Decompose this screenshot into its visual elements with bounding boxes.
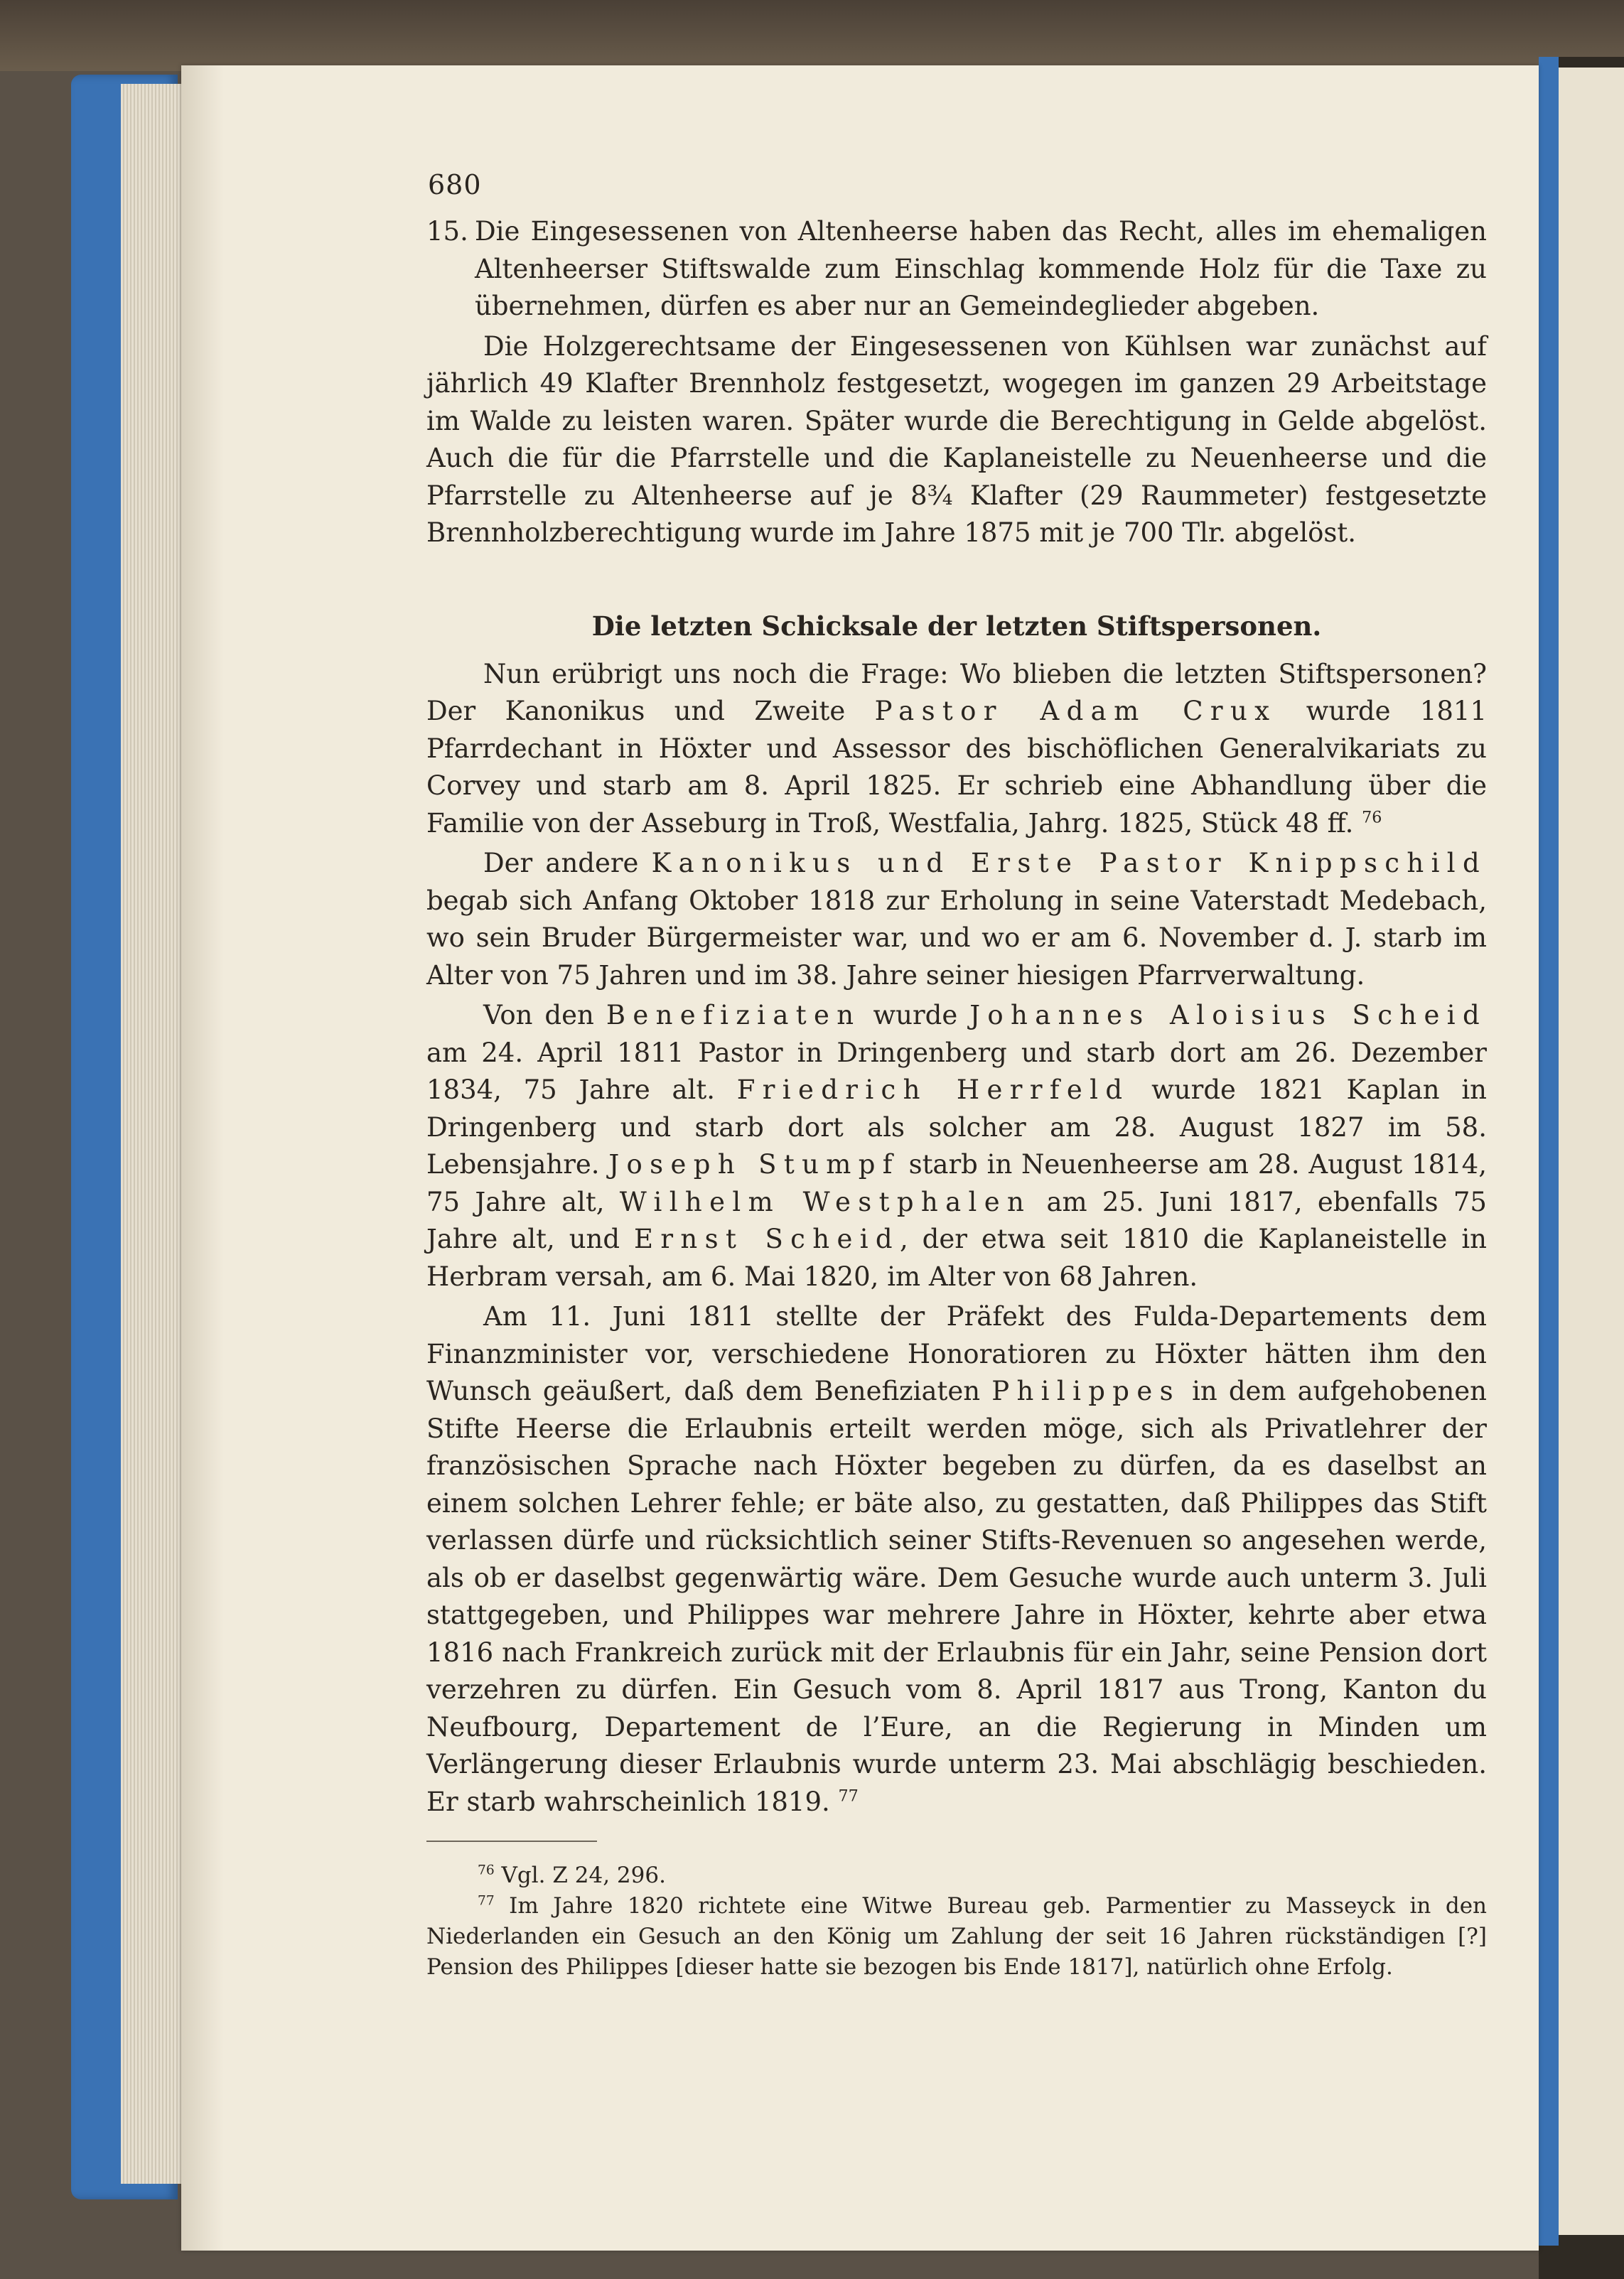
text-run: begab sich Anfang Oktober 1818 zur Erholung in seine Vaterstadt Medebach, wo sein Bruder Bürgermeister war, und wo er am 6. November d. J. starb im Alter von 75 Jahren und im 38. Jahre seiner hiesigen Pfarrverwaltung. xyxy=(426,885,1487,991)
text-run: Von den xyxy=(483,1000,606,1030)
paragraph-knippschild xyxy=(426,845,1487,994)
person-name: Friedrich Herrfeld xyxy=(736,1074,1130,1105)
section-heading: Die letzten Schicksale der letzten Stiftspersonen. xyxy=(591,610,1322,642)
paragraph-15-text: Die Eingesessenen von Altenheerse haben das Recht, alles im ehemaligen Altenheerser Stiftswalde zum Einschlag kommende Holz für die Taxe zu übernehmen, dürfen es aber nur an Gemeindeglieder abgeben. xyxy=(475,216,1487,321)
paragraph-15 xyxy=(426,213,1487,325)
page-gutter-shadow xyxy=(181,65,224,2251)
text-run: Nun erübrigt uns noch die Frage: Wo blieben die letzten Stiftspersonen? Der Kanonikus und Zweite xyxy=(426,658,1487,726)
paragraph-benefiziaten xyxy=(426,997,1487,1295)
paragraph-number: 15. xyxy=(426,216,468,247)
person-name: Wilhelm Westphalen xyxy=(619,1186,1032,1217)
background-top xyxy=(0,0,1624,71)
person-name: Ernst Scheid xyxy=(633,1224,900,1254)
paragraph-crux xyxy=(426,656,1487,843)
text-run: , der etwa seit 1810 die Kaplaneistelle in Herbram versah, am 6. Mai 1820, im Alter von 68 Jahren. xyxy=(426,1224,1487,1292)
person-name: Johannes Aloisius Scheid xyxy=(969,1000,1487,1030)
text-run: starb in Neuenheerse am 28. August 1814, 75 Jahre alt, xyxy=(426,1149,1487,1217)
text-run: wurde 1811 Pfarrdechant in Höxter und Assessor des bischöflichen Generalvikariats zu Corvey und starb am 8. April 1825. Er schrieb eine Abhandlung über die Familie von der Asseburg in Troß, Westfalia, Jahrg. 1825, Stück 48 ff. xyxy=(426,696,1487,839)
footnote-mark: 77 xyxy=(478,1893,495,1909)
text-run: am 24. April 1811 Pastor in Dringenberg und starb dort am 26. Dezember 1834, 75 Jahre alt. xyxy=(426,1037,1487,1105)
footnote-text: Im Jahre 1820 richtete eine Witwe Bureau geb. Parmentier zu Masseyck in den Niederlanden ein Gesuch an den König um Zahlung der seit 16 Jahren rückständigen [?] Pension des Philippes [dieser hatte sie bezogen bis Ende 1817], natürlich ohne Erfolg. xyxy=(426,1893,1488,1980)
footnote-77 xyxy=(426,1891,1487,1983)
page-text xyxy=(426,213,1487,1983)
facing-page-stack xyxy=(1559,68,1624,2235)
paragraph-holzgerechtsame: Die Holzgerechtsame der Eingesessenen von Kühlsen war zunächst auf jährlich 49 Klafter Brennholz festgesetzt, wogegen im ganzen 29 Arbeitstage im Walde zu leisten waren. Später wurde die Berechtigung in Gelde abgelöst. Auch die für die Pfarrstelle und die Kaplaneistelle zu Neuenheerse und die Pfarrstelle zu Altenheerse auf je 8¾ Klafter (29 Raummeter) festgesetzte Brennholzberechtigung wurde im Jahre 1875 mit je 700 Tlr. abgelöst. xyxy=(426,330,1487,548)
paragraph-philippes xyxy=(426,1298,1487,1821)
text-run: wurde 1821 Kaplan in Dringenberg und starb dort als solcher am 28. August 1827 im 58. Lebensjahre. xyxy=(426,1074,1488,1180)
footnote-ref-77[interactable]: 77 xyxy=(838,1787,859,1806)
person-name: Kanonikus und Erste Pastor Knippschild xyxy=(651,848,1488,878)
text-run: Der andere xyxy=(483,848,652,878)
footnote-76 xyxy=(426,1860,1487,1891)
footnote-mark: 76 xyxy=(478,1863,495,1878)
spaced-term: Benefiziaten xyxy=(606,1000,861,1030)
text-run: in dem aufgehobenen Stifte Heerse die Erlaubnis erteilt werden möge, sich als Privatlehrer der französischen Sprache nach Höxter begeben zu dürfen, da es daselbst an einem solchen Lehrer fehle; er bäte also, zu gestatten, daß Philippes das Stift verlassen dürfe und rücksichtlich seiner Stifts-Revenuen so angesehen werde, als ob er daselbst gegenwärtig wäre. Dem Gesuche wurde auch unterm 3. Juli stattgegeben, und Philippes war mehrere Jahre in Höxter, kehrte aber etwa 1816 nach Frankreich zurück mit der Erlaubnis für ein Jahr, seine Pension dort verzehren zu dürfen. Ein Gesuch vom 8. April 1817 aus Trong, Kanton du Neufbourg, Departement de l’Eure, an die Regierung in Minden um Verlängerung dieser Erlaubnis wurde unterm 23. Mai abschlägig beschieden. Er starb wahrscheinlich 1819. xyxy=(426,1376,1488,1817)
page-number: 680 xyxy=(428,169,482,200)
person-name: Philippes xyxy=(991,1376,1181,1406)
person-name: Pastor Adam Crux xyxy=(874,696,1277,726)
text-run: am 25. Juni 1817, ebenfalls 75 Jahre alt, und xyxy=(426,1186,1487,1254)
footnote-text: Vgl. Z 24, 296. xyxy=(501,1863,666,1888)
footnote-divider xyxy=(426,1841,597,1842)
book-cover-right xyxy=(1539,57,1559,2246)
text-run: wurde xyxy=(861,1000,970,1030)
text-run: Am 11. Juni 1811 stellte der Präfekt des Fulda-Departements dem Finanzminister vor, verschiedene Honoratioren zu Höxter hätten ihm den Wunsch geäußert, daß dem Benefiziaten xyxy=(426,1301,1487,1406)
person-name: Joseph Stumpf xyxy=(608,1149,900,1180)
footnote-ref-76[interactable]: 76 xyxy=(1362,808,1382,827)
